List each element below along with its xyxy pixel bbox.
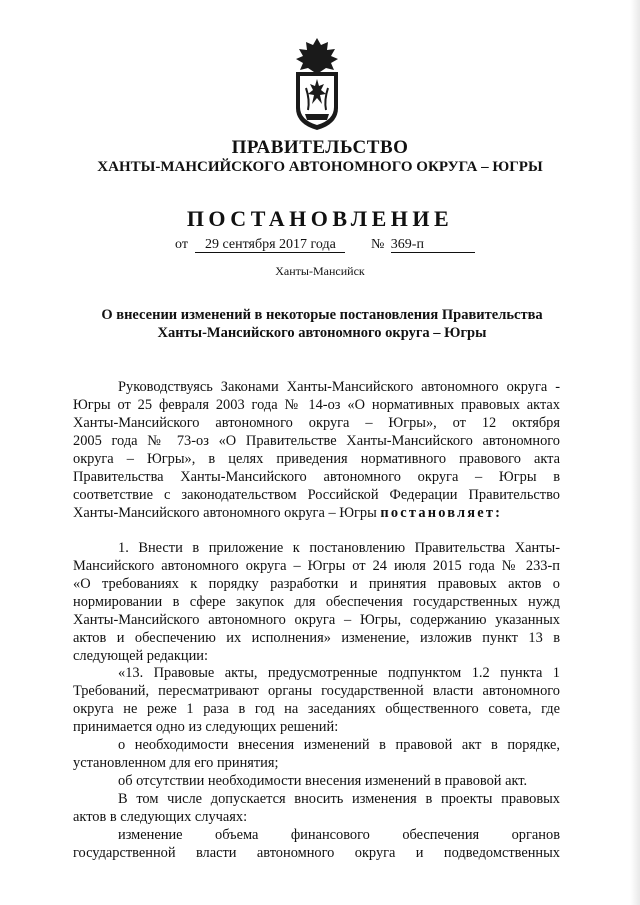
subject-line-1: О внесении изменений в некоторые постановления Правительства [101, 307, 543, 323]
decrees-word: постановляет: [380, 505, 503, 521]
text-line: изменение объема финансового обеспечения органов [118, 827, 560, 843]
text-line: об отсутствии необходимости внесения изменений в правовой акт. [118, 773, 528, 789]
text-line: 1. Внести в приложение к постановлению Правительства Ханты- [118, 540, 560, 556]
date-prefix: от [175, 237, 188, 252]
decree-date: 29 сентября 2017 года [195, 237, 345, 253]
text-line: округа – Югры», в целях приведения нормативного правового акта [73, 451, 560, 467]
text-line: Мансийского автономного округа – Югры от 24 июля 2015 года № 233-п [73, 558, 560, 574]
text-line: принимается одно из следующих решений: [73, 719, 339, 735]
text-line: актов и обеспечению их исполнения» изменение, изложив пункт 13 в [73, 630, 560, 646]
text-line: соответствие с законодательством Российской Федерации Правительство [73, 487, 560, 503]
text-line: государственной власти автономного округа и подведомственных [73, 845, 560, 861]
text-line: Ханты-Мансийского автономного округа – Югры», от 12 октября [73, 415, 560, 431]
text-line: В том числе допускается вносить изменения в проекты правовых [118, 791, 560, 807]
document-type-title: ПОСТАНОВЛЕНИЕ [186, 206, 454, 231]
text-line: Ханты-Мансийского автономного округа – Югры, содержанию указанных [73, 612, 560, 628]
text-line: о необходимости внесения изменений в правовой акт в порядке, [118, 737, 560, 753]
text-line-end: Ханты-Мансийского автономного округа – Югры [73, 505, 377, 521]
text-line: 2005 года № 73-оз «О Правительстве Ханты-Мансийского автономного [73, 433, 560, 449]
text-line: Правительства Ханты-Мансийского автономного округа – Югры в [73, 469, 560, 485]
text-line [73, 504, 560, 522]
government-title: ПРАВИТЕЛЬСТВО [231, 137, 409, 158]
text-line: округа не реже 1 раза в год на заседаниях общественного совета, где [73, 701, 560, 717]
city-name: Ханты-Мансийск [275, 264, 365, 278]
region-name: ХАНТЫ-МАНСИЙСКОГО АВТОНОМНОГО ОКРУГА – ЮГРЫ [97, 159, 543, 175]
number-prefix: № [370, 237, 385, 252]
date-number-line [175, 237, 475, 253]
text-line: установленном для его принятия; [73, 755, 279, 771]
text-line: нормировании в сфере закупок для обеспечения государственных нужд [73, 594, 560, 610]
text-line: актов в следующих случаях: [73, 809, 248, 825]
scan-edge-shadow [630, 0, 640, 905]
text-line: «О требованиях к порядку разработки и принятия правовых актов о [73, 576, 560, 592]
text-line: следующей редакции: [73, 648, 208, 664]
subject-line-2: Ханты-Мансийского автономного округа – Югры [157, 325, 487, 341]
coat-of-arms-emblem [288, 34, 346, 132]
text-line: Руководствуясь Законами Ханты-Мансийского автономного округа - [118, 379, 560, 395]
text-line: «13. Правовые акты, предусмотренные подпунктом 1.2 пункта 1 [118, 665, 560, 681]
text-line: Югры от 25 февраля 2003 года № 14-оз «О нормативных правовых актах [73, 397, 560, 413]
text-line: Требований, пересматривают органы государственной власти автономного [73, 683, 560, 699]
decree-number: 369-п [391, 237, 475, 253]
